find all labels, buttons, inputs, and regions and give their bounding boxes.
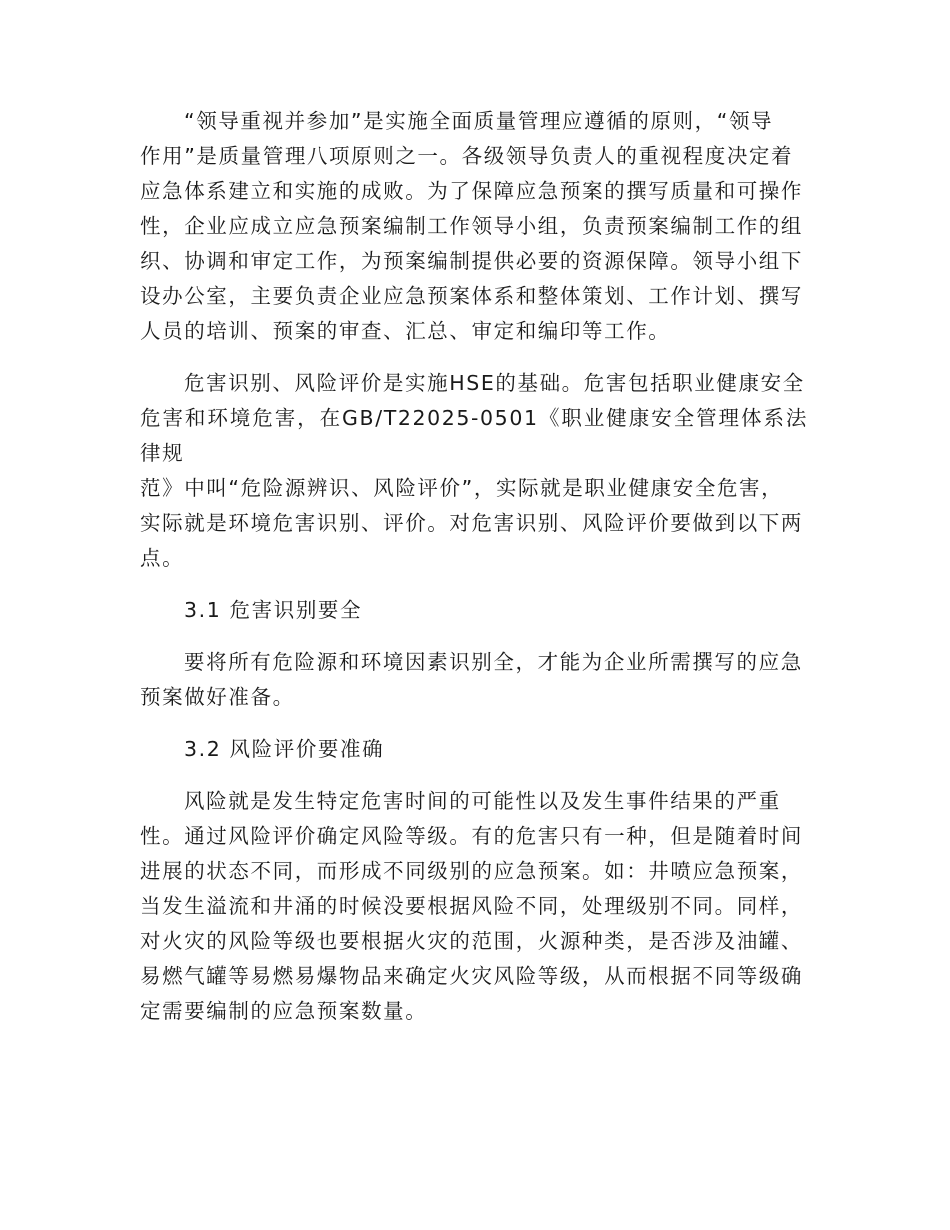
text-line: 3.1 危害识别要全 — [184, 598, 363, 622]
text-line: 风险就是发生特定危害时间的可能性以及发生事件结果的严重 — [184, 789, 781, 813]
paragraph — [140, 104, 808, 349]
text-line: 进展的状态不同，而形成不同级别的应急预案。如：井喷应急预案， — [140, 859, 803, 883]
text-line: 3.2 风险评价要准确 — [184, 737, 385, 761]
text-line: 要将所有危险源和环境因素识别全，才能为企业所需撰写的应急 — [184, 650, 803, 674]
text-line: 性，企业应成立应急预案编制工作领导小组，负责预案编制工作的组 — [140, 214, 803, 238]
paragraph — [140, 645, 808, 715]
text-line: 危害和环境危害，在GB/T22025-0501《职业健康安全管理体系法律规 — [140, 406, 808, 465]
text-line: “领导重视并参加”是实施全面质量管理应遵循的原则，“领导 — [184, 109, 774, 133]
text-line: 点。 — [140, 546, 185, 570]
text-line: 危害识别、风险评价是实施HSE的基础。危害包括职业健康安全 — [184, 371, 805, 395]
text-line: 作用”是质量管理八项原则之一。各级领导负责人的重视程度决定着 — [140, 144, 794, 168]
text-line: 应急体系建立和实施的成败。为了保障应急预案的撰写质量和可操作 — [140, 179, 803, 203]
text-line: 范》中叫“危险源辨识、风险评价”，实际就是职业健康安全危害， — [140, 476, 784, 500]
text-line: 织、协调和审定工作，为预案编制提供必要的资源保障。领导小组下 — [140, 249, 803, 273]
document-body — [140, 104, 808, 1046]
section-heading — [140, 593, 808, 628]
paragraph — [140, 784, 808, 1029]
text-line: 预案做好准备。 — [140, 685, 295, 709]
paragraph — [140, 366, 808, 576]
section-heading — [140, 732, 808, 767]
text-line: 性。通过风险评价确定风险等级。有的危害只有一种，但是随着时间 — [140, 824, 803, 848]
text-line: 对火灾的风险等级也要根据火灾的范围，火源种类，是否涉及油罐、 — [140, 929, 803, 953]
text-line: 定需要编制的应急预案数量。 — [140, 999, 428, 1023]
text-line: 设办公室，主要负责企业应急预案体系和整体策划、工作计划、撰写 — [140, 284, 803, 308]
text-line: 实际就是环境危害识别、评价。对危害识别、风险评价要做到以下两 — [140, 511, 803, 535]
text-line: 人员的培训、预案的审查、汇总、审定和编印等工作。 — [140, 319, 671, 343]
text-line: 当发生溢流和井涌的时候没要根据风险不同，处理级别不同。同样， — [140, 894, 803, 918]
text-line: 易燃气罐等易燃易爆物品来确定火灾风险等级，从而根据不同等级确 — [140, 964, 803, 988]
